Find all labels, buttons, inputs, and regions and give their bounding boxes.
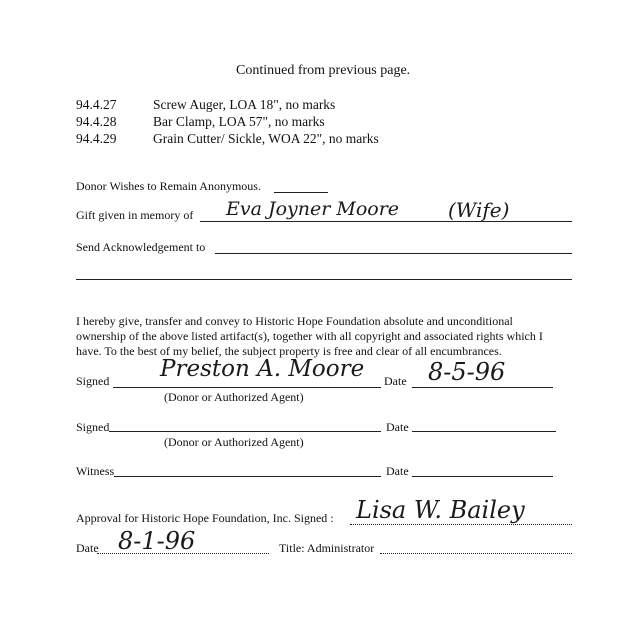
date-label: Date	[384, 374, 407, 388]
declaration-line: have. To the best of my belief, the subject property is free and clear of all encumbrances.	[76, 344, 502, 358]
declaration-line: ownership of the above listed artifact(s), together with all copyright and associated rights which I	[76, 329, 543, 343]
date-field-1[interactable]	[412, 387, 553, 388]
item-id: 94.4.27	[76, 97, 117, 112]
anonymous-label: Donor Wishes to Remain Anonymous.	[76, 179, 261, 193]
item-description: Grain Cutter/ Sickle, WOA 22", no marks	[153, 131, 379, 146]
approval-signature: Lisa W. Bailey	[356, 496, 525, 524]
acknowledgement-label: Send Acknowledgement to	[76, 240, 206, 254]
item-id: 94.4.29	[76, 131, 117, 146]
witness-date-field[interactable]	[412, 476, 553, 477]
acknowledgement-field-line2[interactable]	[76, 279, 572, 280]
signature-field-2[interactable]	[109, 431, 381, 432]
approval-signature-field[interactable]	[350, 524, 572, 525]
memory-handwritten-name: Eva Joyner Moore	[226, 198, 400, 220]
witness-field[interactable]	[114, 476, 381, 477]
signed-label: Signed	[76, 420, 110, 434]
approval-date-label: Date	[76, 541, 99, 555]
memory-label: Gift given in memory of	[76, 208, 194, 222]
witness-label: Witness	[76, 464, 115, 478]
item-id: 94.4.28	[76, 114, 117, 129]
agent-note: (Donor or Authorized Agent)	[164, 435, 304, 449]
approval-date-handwritten: 8-1-96	[118, 527, 196, 555]
date-label: Date	[386, 420, 409, 434]
date-label: Date	[386, 464, 409, 478]
memory-handwritten-note: (Wife)	[448, 198, 510, 222]
approval-title-field[interactable]	[380, 553, 572, 554]
agent-note: (Donor or Authorized Agent)	[164, 390, 304, 404]
date-field-2[interactable]	[412, 431, 556, 432]
signature-field-1[interactable]	[113, 387, 381, 388]
approval-label: Approval for Historic Hope Foundation, Inc. Signed :	[76, 511, 334, 525]
item-description: Bar Clamp, LOA 57", no marks	[153, 114, 325, 129]
continued-heading: Continued from previous page.	[236, 63, 411, 78]
signed-label: Signed	[76, 374, 110, 388]
memory-field[interactable]	[200, 221, 572, 222]
declaration-line: I hereby give, transfer and convey to Historic Hope Foundation absolute and unconditional	[76, 314, 513, 328]
donor-signature-date: 8-5-96	[428, 358, 506, 386]
acknowledgement-field[interactable]	[215, 253, 572, 254]
donor-signature: Preston A. Moore	[160, 356, 365, 382]
item-description: Screw Auger, LOA 18", no marks	[153, 97, 336, 112]
approval-title: Title: Administrator	[279, 541, 375, 555]
anonymous-field[interactable]	[274, 192, 328, 193]
